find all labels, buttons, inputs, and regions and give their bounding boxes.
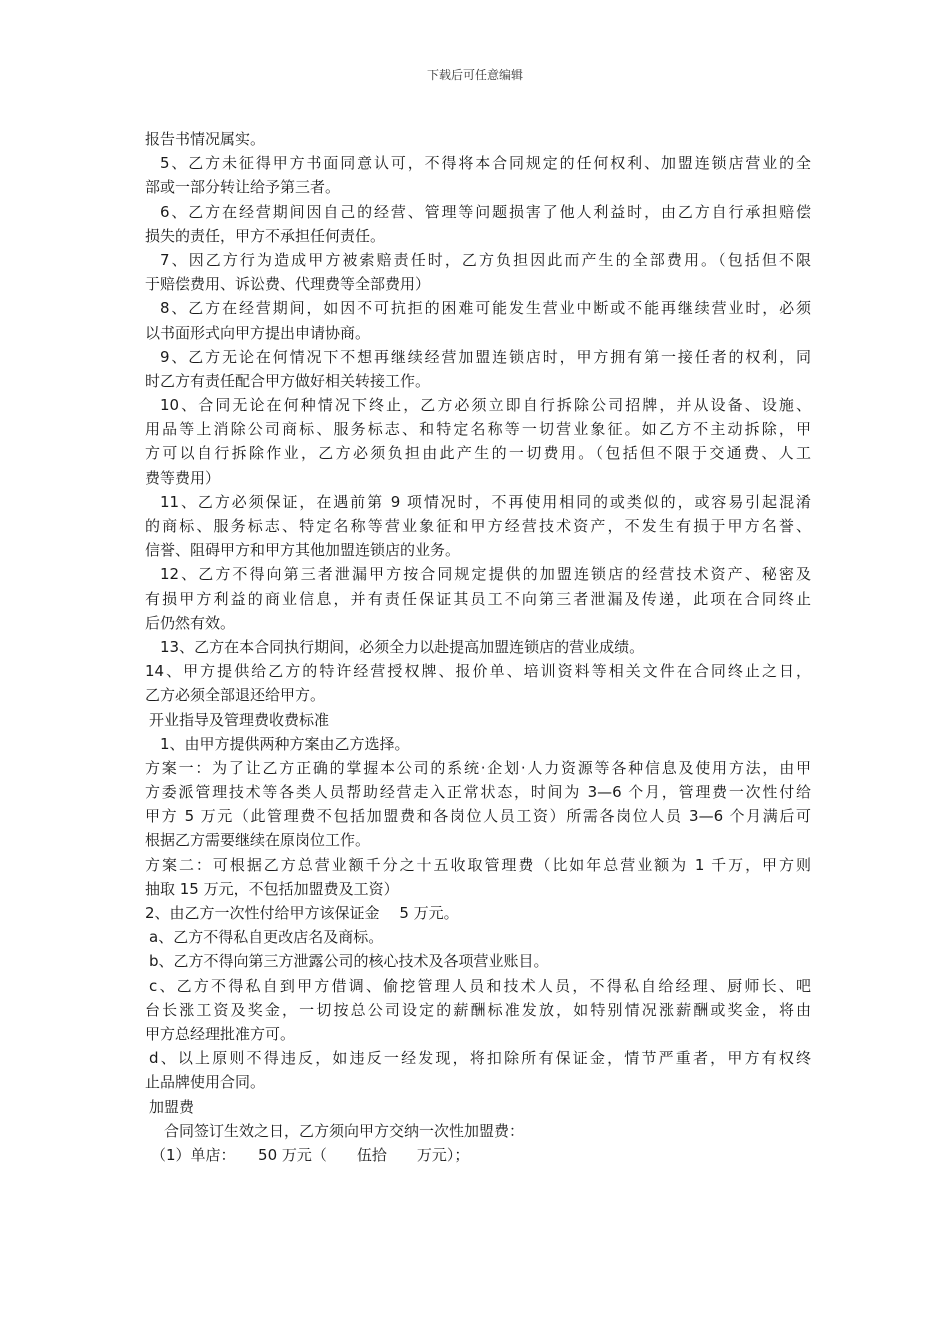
document-line: b、乙方不得向第三方泄露公司的核心技术及各项营业账目。 — [149, 952, 549, 971]
document-line: 用品等上消除公司商标、服务标志、和特定名称等一切营业象征。如乙方不主动拆除，甲 — [145, 420, 811, 439]
document-line: 台长涨工资及奖金，一切按总公司设定的薪酬标准发放，如特别情况涨薪酬或奖金，将由 — [145, 1000, 811, 1019]
document-line: 根据乙方需要继续在原岗位工作。 — [145, 831, 371, 850]
document-line: 开业指导及管理费收费标准 — [149, 710, 330, 729]
document-line: 以书面形式向甲方提出申请协商。 — [145, 323, 371, 342]
document-line: 合同签订生效之日，乙方须向甲方交纳一次性加盟费： — [164, 1121, 525, 1140]
document-line: 乙方必须全部退还给甲方。 — [145, 686, 326, 705]
document-line: 10、合同无论在何种情况下终止，乙方必须立即自行拆除公司招牌，并从设备、设施、 — [160, 396, 811, 415]
document-line: 2、由乙方一次性付给甲方该保证金 5 万元。 — [145, 904, 459, 922]
document-line: 信誉、阻碍甲方和甲方其他加盟连锁店的业务。 — [145, 541, 461, 560]
document-line: 7、因乙方行为造成甲方被索赔责任时，乙方负担因此而产生的全部费用。（包括但不限 — [160, 250, 811, 269]
page-header: 下载后可任意编辑 — [426, 68, 523, 82]
document-line: a、乙方不得私自更改店名及商标。 — [149, 928, 384, 947]
document-line: （1）单店： 50 万元（ 伍拾 万元）； — [151, 1145, 470, 1164]
document-line: 1、由甲方提供两种方案由乙方选择。 — [160, 734, 410, 753]
document-line: 损失的责任，甲方不承担任何责任。 — [145, 226, 386, 245]
document-line: 时乙方有责任配合甲方做好相关转接工作。 — [145, 371, 431, 390]
document-line: 止品牌使用合同。 — [145, 1073, 266, 1092]
document-line: 方案一：为了让乙方正确的掌握本公司的系统·企划·人力资源等各种信息及使用方法，由甲 — [145, 758, 811, 777]
document-line: 6、乙方在经营期间因自己的经营、管理等问题损害了他人利益时，由乙方自行承担赔偿 — [160, 202, 811, 221]
document-line: 部或一部分转让给予第三者。 — [145, 178, 341, 197]
document-line: 加盟费 — [149, 1097, 195, 1116]
document-line: 抽取 15 万元，不包括加盟费及工资） — [145, 879, 399, 898]
document-line: 13、乙方在本合同执行期间，必须全力以赴提高加盟连锁店的营业成绩。 — [160, 637, 645, 656]
document-line: 方可以自行拆除作业，乙方必须负担由此产生的一切费用。（包括但不限于交通费、人工 — [145, 444, 811, 463]
document-line: 甲方 5 万元（此管理费不包括加盟费和各岗位人员工资）所需各岗位人员 3—6 个月满后可 — [145, 807, 811, 826]
document-line: 费等费用） — [145, 468, 221, 487]
document-line: 报告书情况属实。 — [145, 130, 266, 148]
document-line: 甲方总经理批准方可。 — [145, 1024, 296, 1043]
document-line: 方案二：可根据乙方总营业额千分之十五收取管理费（比如年总营业额为 1 千万，甲方则 — [145, 855, 811, 874]
document-line: 12、乙方不得向第三者泄漏甲方按合同规定提供的加盟连锁店的经营技术资产、秘密及 — [160, 565, 811, 584]
document-line: 于赔偿费用、诉讼费、代理费等全部费用） — [145, 275, 431, 294]
document-line: 方委派管理技术等各类人员帮助经营走入正常状态，时间为 3—6 个月，管理费一次性付给 — [145, 783, 811, 802]
document-line: 后仍然有效。 — [145, 613, 236, 632]
document-line: 8、乙方在经营期间，如因不可抗拒的困难可能发生营业中断或不能再继续营业时，必须 — [160, 299, 811, 318]
document-line: 14、甲方提供给乙方的特许经营授权牌、报价单、培训资料等相关文件在合同终止之日， — [145, 662, 811, 681]
document-line: d、以上原则不得违反，如违反一经发现，将扣除所有保证金，情节严重者，甲方有权终 — [149, 1049, 811, 1068]
document-line: 的商标、服务标志、特定名称等营业象征和甲方经营技术资产，不发生有损于甲方名誉、 — [145, 517, 811, 535]
document-line: 有损甲方利益的商业信息，并有责任保证其员工不向第三者泄漏及传递，此项在合同终止 — [145, 589, 811, 608]
document-line: 5、乙方未征得甲方书面同意认可，不得将本合同规定的任何权利、加盟连锁店营业的全 — [160, 154, 811, 173]
document-line: 9、乙方无论在何情况下不想再继续经营加盟连锁店时，甲方拥有第一接任者的权利，同 — [160, 347, 811, 366]
document-line: c、乙方不得私自到甲方借调、偷挖管理人员和技术人员，不得私自给经理、厨师长、吧 — [149, 976, 811, 995]
document-line: 11、乙方必须保证，在遇前第 9 项情况时，不再使用相同的或类似的，或容易引起混淆 — [160, 492, 811, 511]
document-body — [145, 127, 811, 1167]
